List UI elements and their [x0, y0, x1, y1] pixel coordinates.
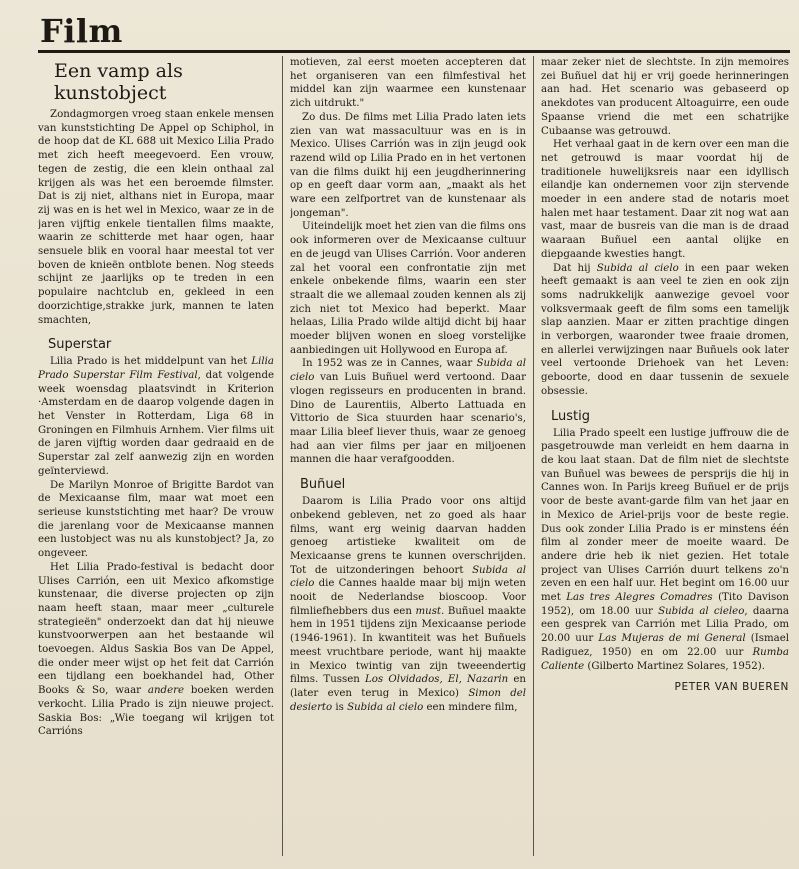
article-paragraph: Het Lilia Prado-festival is bedacht door Ulises Carrión, een uit Mexico afkomstige kunstenaar, die diverse projecten op zijn naam heeft staan, maar meer „culturele strategieën" onderzoekt dan dat hij nieuwe kunstvoorwerpen aan het bestaande wil toevoegen. Aldus Saskia Bos van De Appel, die onder meer wijst op het feit dat Carrión een tijdlang een boekhandel had, Other Books & So, waar andere boeken werden verkocht. Lilia Prado is zijn nieuwe project. Saskia Bos: „Wie toegang wil krijgen tot Carrións [38, 561, 274, 738]
article-paragraph: maar zeker niet de slechtste. In zijn memoires zei Buñuel dat hij er vrij goede herinneringen aan had. Het scenario was gebaseerd op anekdotes van producent Altoaguirre, een oude Spaanse vriend die met een schatrijke Cubaanse was getrouwd. [541, 57, 789, 137]
article-paragraph: Uiteindelijk moet het zien van die films ons ook informeren over de Mexicaanse cultuur en de jeugd van Ulises Carrión. Voor anderen zal het vooral een confrontatie zijn met enkele onbekende films, waarin een ster straalt die we allemaal zouden kennen als zij zich niet tot Mexico had beperkt. Maar helaas, Lilia Prado wilde altijd dicht bij haar moeder blijven wonen en sloeg vorstelijke aanbiedingen uit Hollywood en Europa af. [290, 221, 526, 356]
section-title: Film [40, 12, 123, 50]
subheading-superstar: Superstar [48, 337, 112, 353]
section-header [38, 12, 790, 53]
article-byline: PETER VAN BUEREN [674, 681, 789, 694]
article-paragraph: Het verhaal gaat in de kern over een man die net getrouwd is maar voordat hij de traditionele huwelijksreis naar een idyllisch eilandje kan ondernemen voor zijn stervende moeder in een andere stad de notaris moet halen met haar testament. Daar zit nog wat aan vast, maar de busreis van die man is de draad waaraan Buñuel een aantal olijke en diepgaande kwesties hangt. [541, 139, 789, 260]
article-paragraph: Lilia Prado speelt een lustige juffrouw die de pasgetrouwde man verleidt en hem daarna in de kou laat staan. Dat de film niet de slechtste van Buñuel was bewees de persprijs die hij in Cannes won. In Parijs kreeg Buñuel er de prijs voor de beste avant-garde film van het jaar en in Mexico de Ariel-prijs voor de beste regie. Dus ook zonder Lilia Prado is er minstens één film al zonder meer de moeite waard. De andere drie heb ik niet gezien. Het totale project van Ulises Carrión duurt telkens zo'n zeven en een half uur. Het begint om 16.00 uur met Las tres Alegres Comadres (Tito Davison 1952), om 18.00 uur Subida al cieleo, daarna een gesprek van Carrión met Lilia Prado, om 20.00 uur Las Mujeras de mi General (Ismael Radiguez, 1950) en om 22.00 uur Rumba Caliente (Gilberto Martinez Solares, 1952). [541, 427, 789, 672]
article-column-2 [290, 56, 526, 856]
article-headline: Een vamp als kunstobject [54, 60, 183, 104]
article-paragraph: De Marilyn Monroe of Brigitte Bardot van de Mexicaanse film, maar wat moet een serieuse kunststichting met haar? De vrouw die jarenlang voor de Mexicaanse mannen een lustobject was nu als kunstobject? Ja, zo ongeveer. [38, 479, 274, 560]
subheading-lustig: Lustig [551, 408, 590, 424]
article-column-1 [38, 56, 274, 856]
article-paragraph: Daarom is Lilia Prado voor ons altijd onbekend gebleven, net zo goed als haar films, want erg weinig daarvan hadden genoeg artistieke kwaliteit om de Mexicaanse grens te kunnen overschrijden. Tot de uitzonderingen behoort Subida al cielo die Cannes haalde maar bij mijn weten nooit de Nederlandse bioscoop. Voor filmliefhebbers dus een must. Buñuel maakte hem in 1951 tijdens zijn Mexicaanse periode (1946-1961). In kwantiteit was het Buñuels meest vruchtbare periode, want hij maakte in Mexico twintig van zijn tweeendertig films. Tussen Los Olvidados, El, Nazarin en (later even terug in Mexico) Simon del desierto is Subida al cielo een mindere film, [290, 496, 526, 713]
article-paragraph: Lilia Prado is het middelpunt van het Lilia Prado Superstar Film Festival, dat volgende week woensdag plaatsvindt in Kriterion ·Amsterdam en de daarop volgende dagen in het Venster in Rotterdam, Liga 68 in Groningen en Filmhuis Arnhem. Vier films uit de jaren vijftig worden daar gedraaid en de Superstar zal zelf aanwezig zijn en worden geïnterviewd. [38, 356, 274, 477]
article-paragraph: motieven, zal eerst moeten accepteren dat het organiseren van een filmfestival het middel kan zijn waarmee een kunstenaar zich uitdrukt." [290, 57, 526, 110]
subheading-bunuel: Buñuel [300, 477, 346, 493]
article-paragraph: Zondagmorgen vroeg staan enkele mensen van kunststichting De Appel op Schiphol, in de hoop dat de KL 688 uit Mexico Lilia Prado met zich heeft meegevoerd. Een vrouw, tegen de zestig, die een klein onthaal zal krijgen als was het een beroemde filmster. Dat is zij niet, althans niet in Europa, maar zij was en is het wel in Mexico, waar ze in de jaren vijftig enkele tientallen films maakte, waarin ze schitterde met haar ogen, haar sensuele blik en vooral haar meestal tot ver boven de knieën ontblote benen. Nog steeds schijnt ze jaarlijks op te treden in een populaire nachtclub en, gekleed in een doorzichtige,strakke jurk, mannen te laten smachten, [38, 109, 274, 326]
article-paragraph: Dat hij Subida al cielo in een paar weken heeft gemaakt is aan veel te zien en ook zijn soms nadrukkelijk aanwezige gevoel voor volksvermaak geeft de film soms een tamelijk slap aanzien. Maar er zitten prachtige dingen in verborgen, waaronder twee fraaie dromen, en allerlei verwijzingen naar Buñuels ook later veel vertoonde Driehoek van het Leven: geboorte, dood en daar tussenin de sexuele obsessie. [541, 262, 789, 397]
article-paragraph: In 1952 was ze in Cannes, waar Subida al cielo van Luis Buñuel werd vertoond. Daar vlogen regisseurs en producenten in brand. Dino de Laurentiis, Alberto Lattuada en Vittorio de Sica stuurden haar scenario's, maar Lilia bleef liever thuis, waar ze genoeg had aan vier films per jaar en miljoenen mannen die haar verafgoodden. [290, 358, 526, 466]
column-divider [282, 56, 283, 856]
article-paragraph: Zo dus. De films met Lilia Prado laten iets zien van wat massacultuur was en is in Mexico. Ulises Carrión was in zijn jeugd ook razend wild op Lilia Prado en in het vertonen van die films duikt hij een jeugdherinnering op en geeft daar vorm aan, „maakt als het ware een zelfportret van de kunstenaar als jongeman". [290, 111, 526, 219]
column-divider [533, 56, 534, 856]
article-column-3 [541, 56, 789, 856]
